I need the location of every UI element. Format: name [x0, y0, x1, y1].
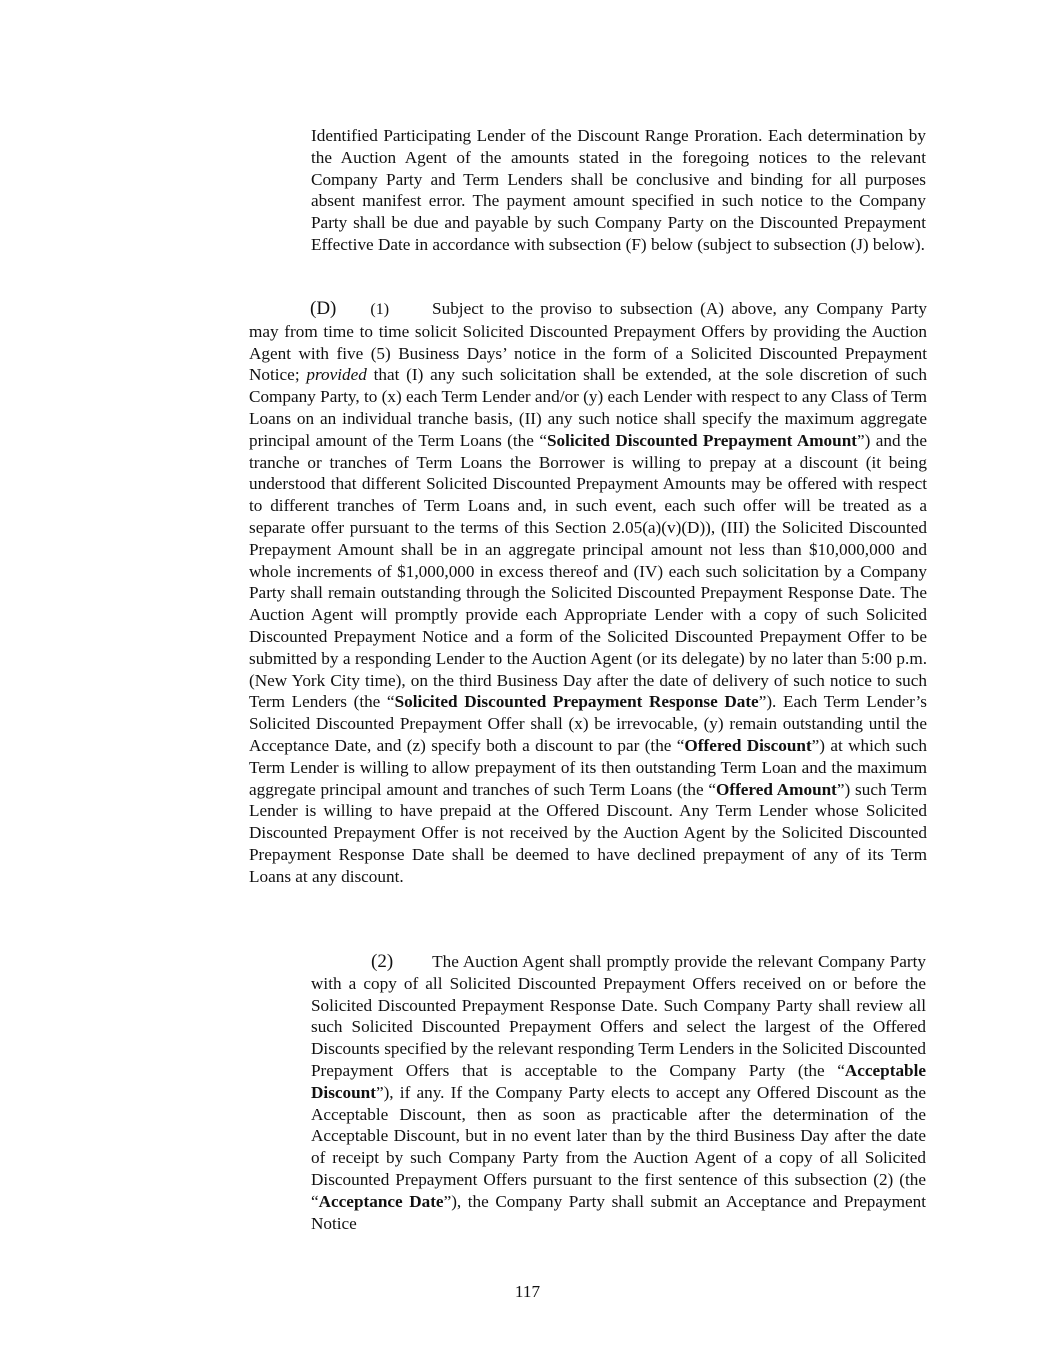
- body-text: ”), if any. If the Company Party elects to accept any Offered Discount as the Acceptable Discount, then as soon as practicable after the determination of the Acceptable Discount, but in no event later than by the third Business Day after the date of receipt by such Company Party from the Auction Agent of a copy of all Solicited Discounted Prepayment Offers pursuant to the first sentence of this subsection (2) (the “: [311, 1082, 926, 1211]
- defined-term: Offered Amount: [715, 779, 837, 799]
- body-text: ”) at which such Term Lender is willing to allow prepayment of its then outstanding Term Loan and the maximum aggregate principal amount and tranches of such Term Loans (the “: [249, 735, 928, 799]
- defined-term: Acceptable Discount: [311, 1060, 926, 1102]
- subsection-marker-2: (2): [371, 951, 394, 972]
- body-text: ”). Each Term Lender’s Solicited Discounted Prepayment Offer shall (x) be irrevocable, (y) remain outstanding until the Acceptance Date, and (z) specify both a discount to par (the “: [249, 692, 927, 755]
- defined-term: Solicited Discounted Prepayment Amount: [546, 430, 857, 450]
- subsection-marker-1: (1): [370, 301, 390, 318]
- italic-term-provided: provided: [306, 365, 367, 385]
- section-marker-d: (D): [310, 298, 337, 319]
- defined-term: Solicited Discounted Prepayment Response Date: [394, 692, 759, 712]
- continuation-paragraph: Identified Participating Lender of the Discount Range Proration. Each determination by the Auction Agent of the amounts stated in the foregoing notices to the relevant Company Party and Term Lenders shall be conclusive and binding for all purposes absent manifest error. The payment amount specified in such notice to the Company Party shall be due and payable by such Company Party on the Discounted Prepayment Effective Date in accordance with subsection (F) below (subject to subsection (J) below).: [311, 126, 926, 254]
- defined-term: Offered Discount: [684, 735, 812, 755]
- paragraph-d-2: [311, 951, 926, 1234]
- body-text: ”), the Company Party shall submit an Acceptance and Prepayment Notice: [311, 1191, 926, 1233]
- defined-term: Acceptance Date: [318, 1191, 444, 1211]
- body-text: that (I) any such solicitation shall be extended, at the sole discretion of such Company Party, to (x) each Term Lender and/or (y) each Lender with respect to any Class of Term Loans on an individual tranche basis, (II) any such notice shall specify the maximum aggregate principal amount of the Term Loans (the “: [249, 365, 927, 450]
- body-text: Subject to the proviso to subsection (A) above, any Company Party may from time to time solicit Solicited Discounted Prepayment Offers by providing the Auction Agent with five (5) Business Days’ notice in the form of a Solicited Discounted Prepayment Notice;: [249, 299, 927, 385]
- paragraph-d-1: [249, 298, 927, 888]
- body-text: The Auction Agent shall promptly provide the relevant Company Party with a copy of all Solicited Discounted Prepayment Offers received on or before the Solicited Discounted Prepayment Response Date. Such Company Party shall review all such Solicited Discounted Prepayment Offers and select the largest of the Offered Discounts specified by the relevant responding Term Lenders in the Solicited Discounted Prepayment Offers that is acceptable to the Company Party (the “: [311, 952, 926, 1080]
- body-text: ”) such Term Lender is willing to have prepaid at the Offered Discount. Any Term Lender whose Solicited Discounted Prepayment Offer is not received by the Auction Agent by the Solicited Discounted Prepayment Response Date shall be deemed to have declined prepayment of any of its Term Loans at any discount.: [249, 779, 928, 886]
- body-text: ”) and the tranche or tranches of Term Loans the Borrower is willing to prepay at a discount (it being understood that different Solicited Discounted Prepayment Amounts may be offered with respect to different tranches of Term Loans and, in such event, each such offer will be treated as a separate offer pursuant to the terms of this Section 2.05(a)(v)(D)), (III) the Solicited Discounted Prepayment Amount shall be in an aggregate principal amount not less than $10,000,000 and whole increments of $1,000,000 in excess thereof and (IV) each such solicitation by a Company Party shall remain outstanding through the Solicited Discounted Prepayment Response Date. The Auction Agent will promptly provide each Appropriate Lender with a copy of such Solicited Discounted Prepayment Notice and a form of the Solicited Discounted Prepayment Offer to be submitted by a responding Lender to the Auction Agent (or its delegate) by no later than 5:00 p.m. (New York City time), on the third Business Day after the date of delivery of such notice to such Term Lenders (the “: [249, 430, 928, 712]
- page-number: 117: [514, 1282, 541, 1301]
